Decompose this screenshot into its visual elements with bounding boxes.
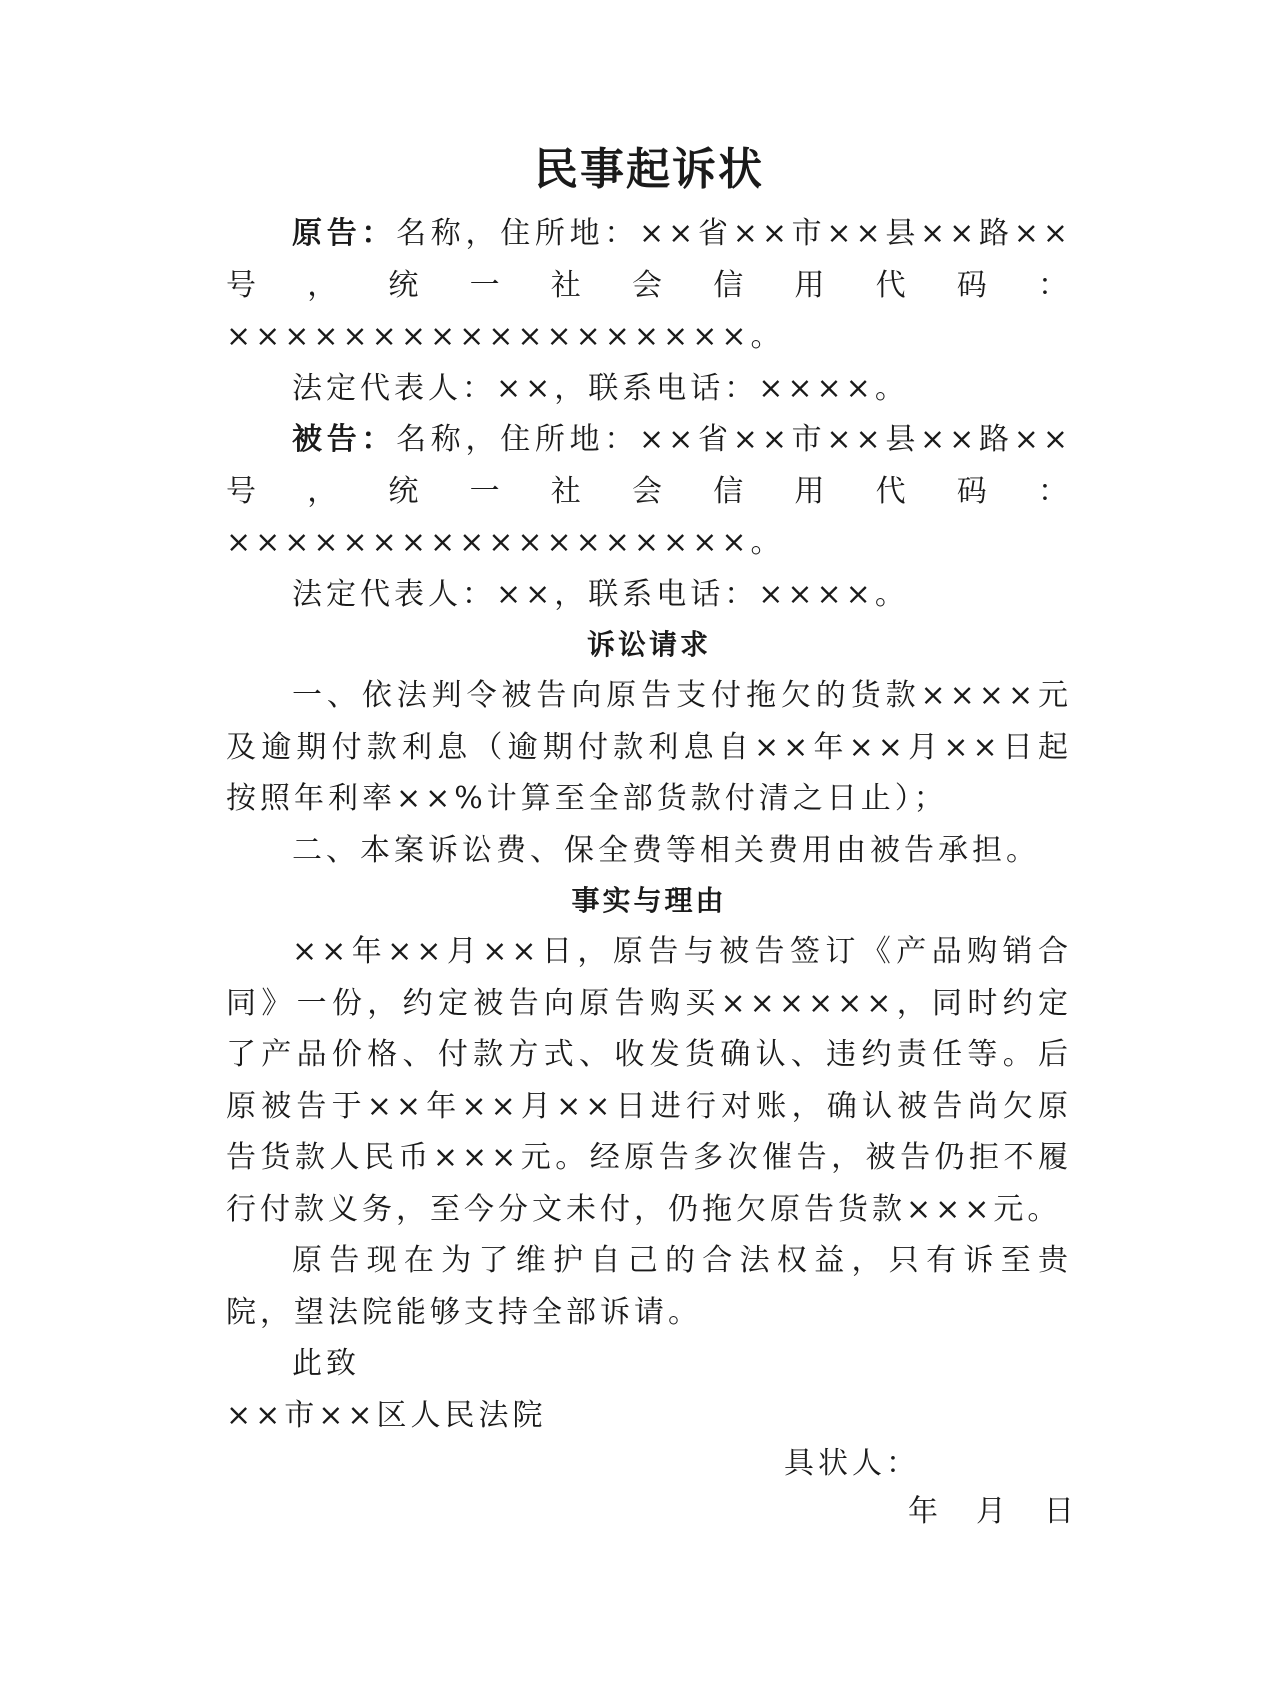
plaintiff-label: 原告：	[292, 216, 397, 251]
plaintiff-text: 名称，住所地：××省××市××县××路××号，统一社会信用代码：××××××××××××××××××。	[226, 216, 1072, 354]
claim-item: 一、依法判令被告向原告支付拖欠的货款××××元及逾期付款利息（逾期付款利息自××年××月××日起按照年利率××%计算至全部货款付清之日止）；	[226, 678, 1072, 816]
plaintiff-representative: 法定代表人：××，联系电话：××××。	[292, 370, 909, 406]
date-year: 年	[908, 1494, 938, 1529]
plaintiff-paragraph	[226, 208, 1072, 363]
court-name: ××市××区人民法院	[226, 1397, 547, 1433]
facts-heading: 事实与理由	[571, 884, 727, 917]
claim-item: 二、本案诉讼费、保全费等相关费用由被告承担。	[292, 832, 1040, 868]
document-body	[226, 138, 1072, 1441]
document-title: 民事起诉状	[534, 144, 764, 195]
date-line	[908, 1486, 1074, 1538]
defendant-text: 名称，住所地：××省××市××县××路××号，统一社会信用代码：××××××××××××××××××。	[226, 422, 1072, 560]
facts-paragraph: 原告现在为了维护自己的合法权益，只有诉至贵院，望法院能够支持全部诉请。	[226, 1243, 1072, 1330]
defendant-label: 被告：	[292, 422, 397, 457]
claims-heading: 诉讼请求	[586, 628, 711, 661]
salutation: 此致	[292, 1346, 360, 1381]
date-day: 日	[1044, 1494, 1074, 1529]
date-month: 月	[976, 1494, 1006, 1529]
defendant-representative: 法定代表人：××，联系电话：××××。	[292, 576, 909, 612]
defendant-paragraph	[226, 414, 1072, 569]
signer-label: 具状人：	[784, 1446, 920, 1481]
facts-paragraph: ××年××月××日，原告与被告签订《产品购销合同》一份，约定被告向原告购买××××××，同时约定了产品价格、付款方式、收发货确认、违约责任等。后原被告于××年××月××日进行对账，确认被告尚欠原告货款人民币×××元。经原告多次催告，被告仍拒不履行付款义务，至今分文未付，仍拖欠原告货款×××元。	[226, 934, 1072, 1227]
